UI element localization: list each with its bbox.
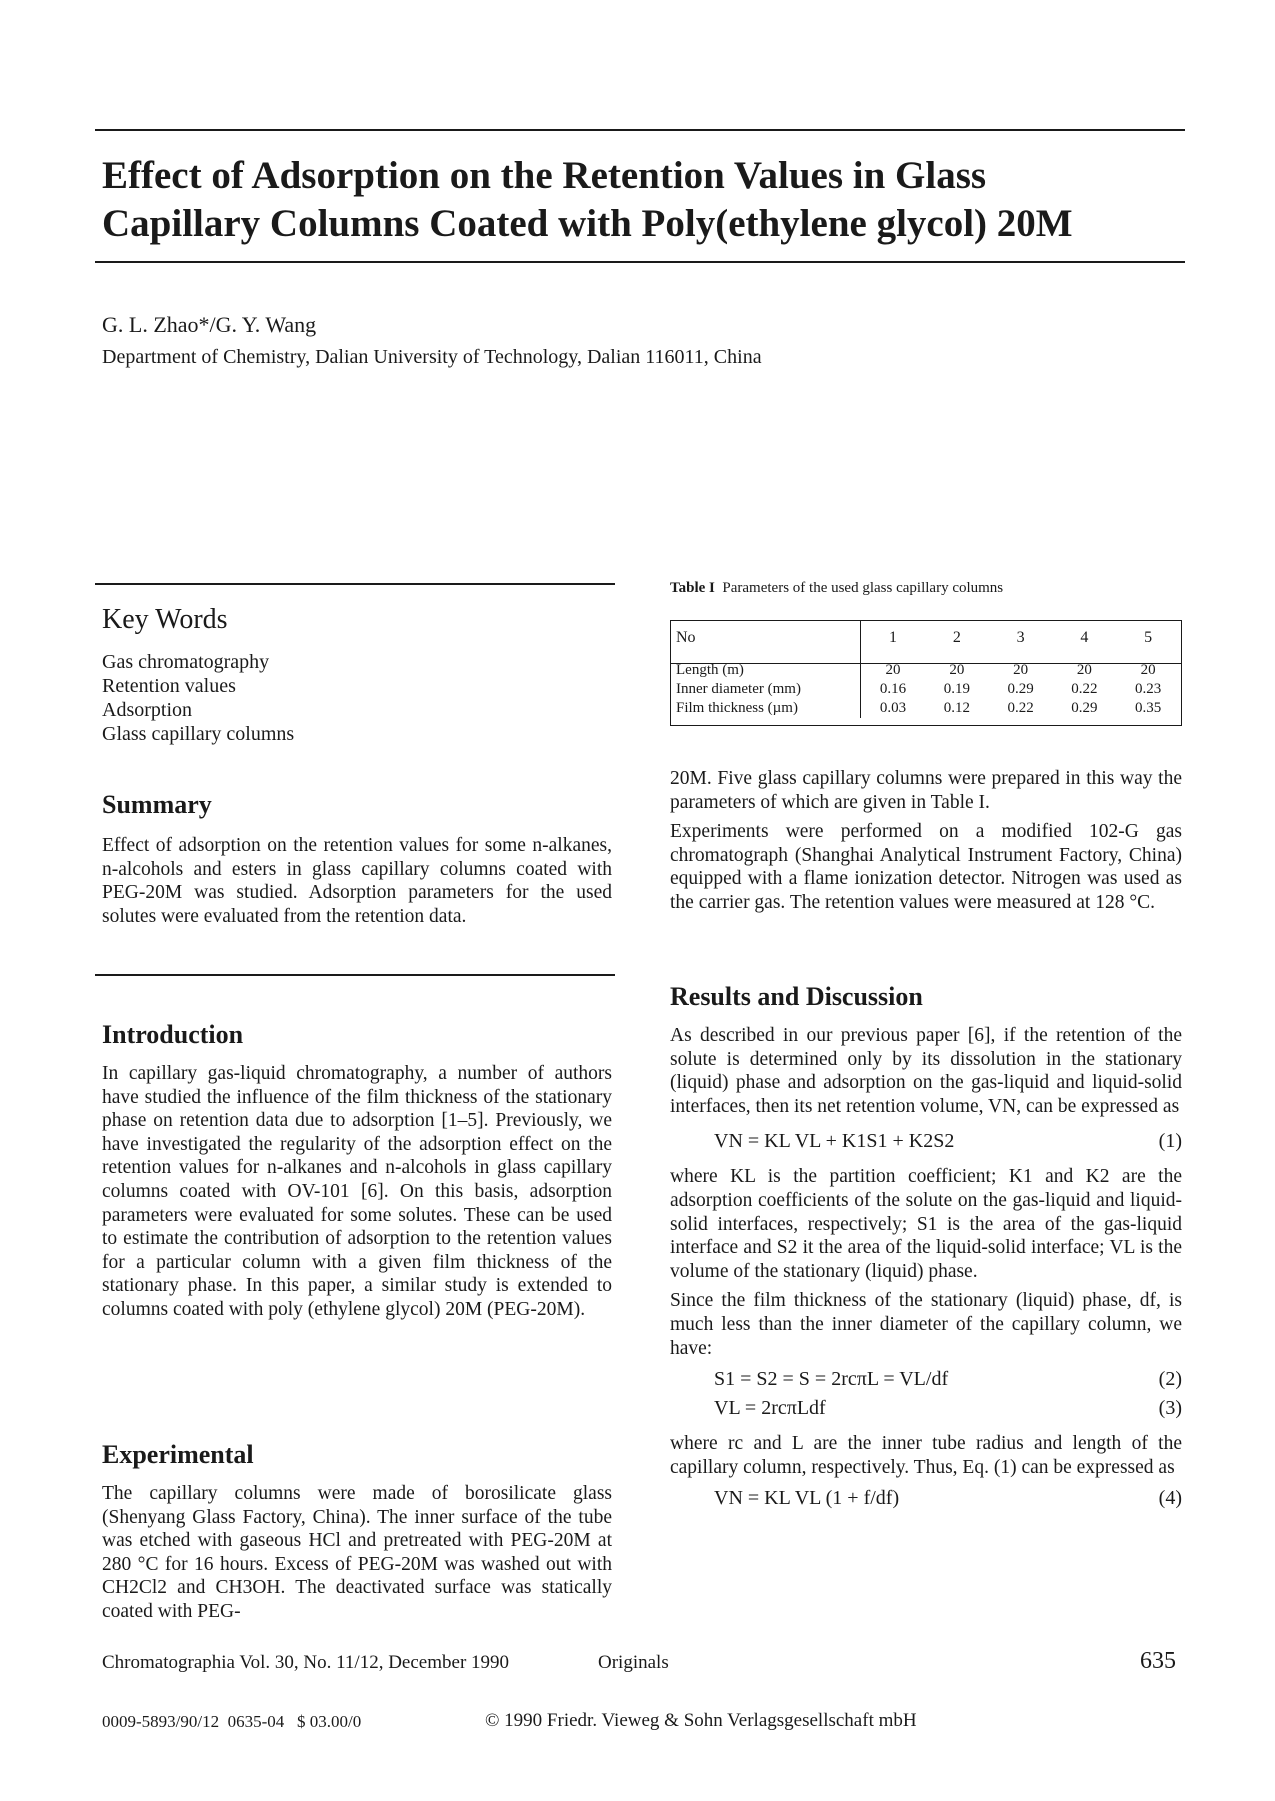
introduction-section — [102, 1020, 612, 1322]
table-cell: Length (m) — [670, 655, 861, 680]
table-row — [670, 699, 1180, 718]
results-paragraph-4: where rc and L are the inner tube radius and length of the capillary column, respectively. Thus, Eq. (1) can be expressed as — [670, 1433, 1182, 1478]
table-row — [670, 655, 1180, 680]
article-title — [102, 152, 1182, 248]
summary-heading: Summary — [102, 790, 212, 819]
equation-3-number: (3) — [1158, 1397, 1182, 1420]
keyword-item: Glass capillary columns — [102, 723, 295, 745]
table-header-cell: 2 — [952, 629, 961, 646]
table-row — [670, 680, 1180, 699]
journal-citation: Chromatographia Vol. 30, No. 11/12, December 1990 — [102, 1652, 510, 1673]
table-header-cell: 4 — [1080, 629, 1089, 646]
table-cell: 0.29 — [1007, 681, 1034, 697]
introduction-heading: Introduction — [102, 1020, 244, 1049]
summary-section — [102, 790, 612, 928]
table-cell: 20 — [1076, 662, 1092, 678]
table-caption-text: Parameters of the used glass capillary columns — [722, 580, 1004, 596]
table-cell: 0.22 — [1007, 700, 1034, 716]
copyright-line: © 1990 Friedr. Vieweg & Sohn Verlagsgesellschaft mbH — [485, 1710, 917, 1731]
equation-2 — [670, 1368, 1182, 1391]
table-caption — [670, 580, 1003, 597]
table-header-cell: 1 — [889, 629, 898, 646]
equation-3 — [670, 1397, 1182, 1420]
keywords-heading: Key Words — [102, 604, 228, 635]
table-cell: 20 — [1013, 662, 1029, 678]
experimental-continued — [670, 767, 1182, 915]
article-code: 0009-5893/90/12 0635-04 $ 03.00/0 — [102, 1712, 362, 1731]
table-cell: 0.03 — [879, 700, 907, 716]
table-cell: 0.19 — [943, 681, 971, 697]
keyword-item: Gas chromatography — [102, 651, 270, 673]
table-cell: Inner diameter (mm) — [670, 680, 861, 699]
results-heading: Results and Discussion — [670, 982, 923, 1011]
equation-3-body: VL = 2rcπLdf — [714, 1397, 826, 1420]
experimental-cont-2: Experiments were performed on a modified 102-G gas chromatograph (Shanghai Analytical Instrument Factory, China) equipped with a flame ionization detector. Nitrogen was used as the carrier gas. The retention values were measured at 128 °C. — [670, 821, 1182, 913]
keywords-top-rule — [95, 583, 615, 585]
keywords-section — [102, 604, 612, 746]
table-header-row — [670, 620, 1180, 655]
table-header-cell: 5 — [1144, 629, 1153, 646]
table-cell: 0.23 — [1134, 681, 1162, 697]
experimental-text-a: The capillary columns were made of borosilicate glass (Shenyang Glass Factory, China). The inner surface of the tube was etched with gaseous HCl and pretreated with PEG-20M at 280 °C for 16 hours. Excess of PEG-20M was washed out with — [102, 1483, 612, 1575]
equation-4-number: (4) — [1158, 1487, 1182, 1510]
keywords-list — [102, 650, 612, 746]
equation-1-body: VN = KL VL + K1S1 + K2S2 — [714, 1130, 955, 1153]
title-bottom-rule — [95, 261, 1185, 263]
table-cell: 0.16 — [879, 681, 907, 697]
section-label: Originals — [598, 1652, 669, 1673]
equation-1-number: (1) — [1158, 1130, 1182, 1153]
table-cell: 0.12 — [943, 700, 971, 716]
experimental-cont-1: 20M. Five glass capillary columns were prepared in this way the parameters of which are given in Table I. — [670, 768, 1182, 813]
table-cell: 0.22 — [1071, 681, 1098, 697]
affiliation: Department of Chemistry, Dalian University of Technology, Dalian 116011, China — [102, 346, 762, 368]
table-right-rule — [1181, 620, 1182, 726]
table-cell: Film thickness (µm) — [670, 699, 861, 718]
equation-4 — [670, 1487, 1182, 1510]
title-line-2: Capillary Columns Coated with Poly(ethylene glycol) 20M — [102, 202, 1073, 245]
authors: G. L. Zhao*/G. Y. Wang — [102, 312, 317, 337]
formula-ch3oh: CH3OH — [215, 1577, 281, 1599]
table-header-cell: No — [670, 620, 861, 655]
parameters-table — [670, 620, 1180, 718]
title-top-rule — [95, 129, 1185, 131]
table-cell: 20 — [949, 662, 965, 678]
page-number: 635 — [1140, 1648, 1176, 1674]
table-caption-label: Table I — [670, 580, 715, 596]
experimental-text-b: and — [167, 1577, 216, 1599]
table-cell: 20 — [885, 662, 901, 678]
equation-4-body: VN = KL VL (1 + f/df) — [714, 1487, 900, 1510]
formula-ch2cl2: CH2Cl2 — [102, 1577, 168, 1599]
results-paragraph-2: where KL is the partition coefficient; K1 and K2 are the adsorption coefficients of the solute on the gas-liquid and liquid-solid interfaces, respectively; S1 is the area of the gas-liquid interface and S2 it the area of the liquid-solid interface; VL is the volume of the stationary (liquid) phase. — [670, 1166, 1182, 1282]
summary-text: Effect of adsorption on the retention values for some n-alkanes, n-alcohols and esters in glass capillary columns coated with PEG-20M was studied. Adsorption parameters for the used solutes were evaluated from the retention data. — [102, 835, 612, 927]
experimental-heading: Experimental — [102, 1440, 254, 1469]
introduction-top-rule — [95, 974, 615, 976]
introduction-text: In capillary gas-liquid chromatography, a number of authors have studied the influence of the film thickness of the stationary phase on retention data due to adsorption [1–5]. Previously, we have investigated the regularity of the adsorption effect on the retention values for n-alkanes and n-alcohols in glass capillary columns coated with OV-101 [6]. On this basis, adsorption parameters were evaluated for some solutes. These can be used to estimate the contribution of adsorption to the retention values for a particular column with a given film thickness of the stationary phase. In this paper, a similar study is extended to columns coated with poly (ethylene glycol) 20M (PEG-20M). — [102, 1063, 612, 1320]
table-cell: 0.29 — [1071, 700, 1098, 716]
results-paragraph-1: As described in our previous paper [6], if the retention of the solute is determined only by its dissolution in the stationary (liquid) phase and adsorption on the gas-liquid and liquid-solid interfaces, then its net retention volume, VN, can be expressed as — [670, 1025, 1182, 1117]
equation-1 — [670, 1130, 1182, 1153]
table-cell: 0.35 — [1134, 700, 1162, 716]
experimental-section — [102, 1440, 612, 1624]
experimental-text — [102, 1482, 612, 1624]
table-header-cell: 3 — [1016, 629, 1025, 646]
title-line-1: Effect of Adsorption on the Retention Values in Glass — [102, 154, 987, 197]
equation-2-number: (2) — [1158, 1368, 1182, 1391]
equation-2-body: S1 = S2 = S = 2rcπL = VL/df — [714, 1368, 949, 1391]
results-section — [670, 982, 1182, 1510]
table-bottom-rule — [670, 725, 1182, 726]
results-paragraph-3: Since the film thickness of the stationary (liquid) phase, df, is much less than the inner diameter of the capillary column, we have: — [670, 1290, 1182, 1359]
keyword-item: Retention values — [102, 675, 236, 697]
experimental-text-c: . The deactivated surface was statically coated with PEG- — [102, 1577, 612, 1622]
table-cell: 20 — [1140, 662, 1156, 678]
keyword-item: Adsorption — [102, 699, 192, 721]
